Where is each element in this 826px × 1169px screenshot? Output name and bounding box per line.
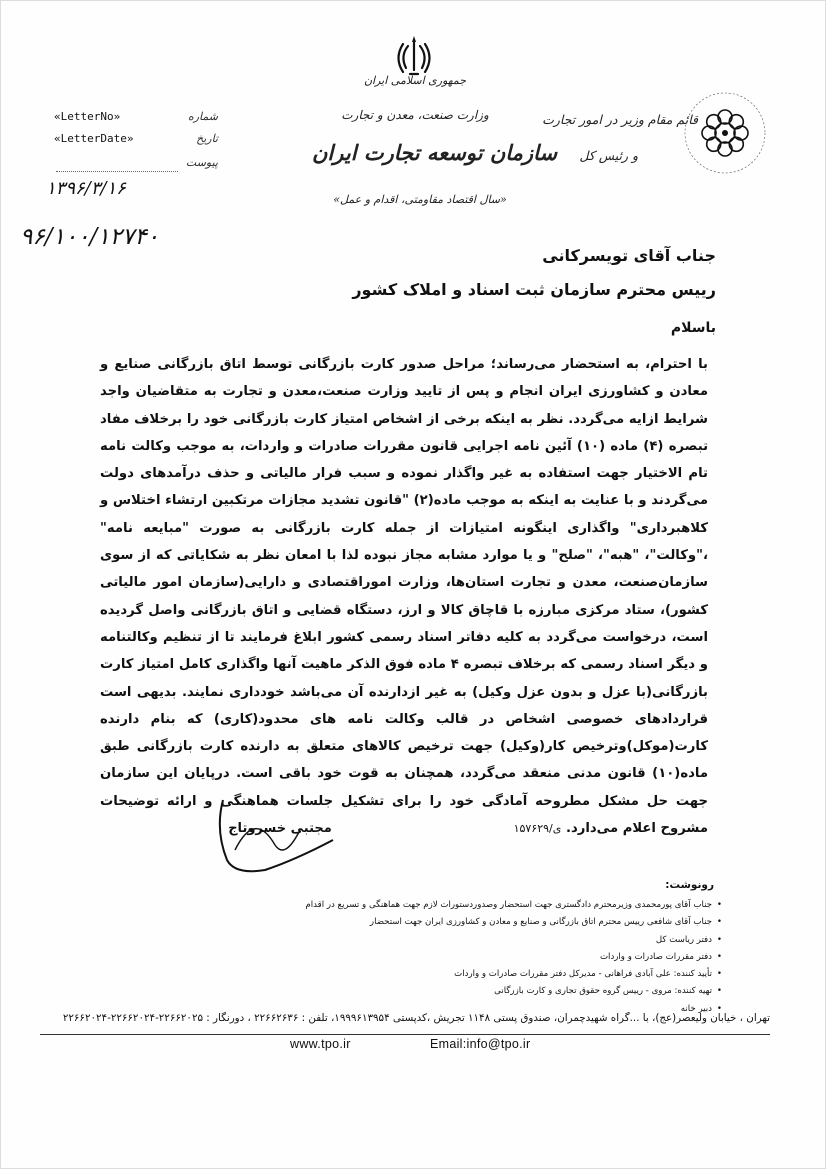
organization-name: سازمان توسعه تجارت ایران bbox=[312, 140, 558, 165]
signer-name: مجتبی خسروتاج bbox=[228, 821, 332, 836]
handwritten-date: ۱۳۹۶/۳/۱۶ bbox=[46, 178, 126, 199]
recipient-title: رییس محترم سازمان ثبت اسناد و املاک کشور bbox=[352, 280, 716, 299]
letter-number-row bbox=[48, 110, 218, 128]
letter-number-value: «LetterNo» bbox=[54, 110, 121, 123]
letter-date-label: تاریخ bbox=[196, 132, 218, 145]
attachment-label: پیوست bbox=[185, 156, 218, 169]
year-motto: «سال اقتصاد مقاومتی، اقدام و عمل» bbox=[333, 193, 507, 206]
letter-date-row bbox=[48, 132, 218, 150]
footer-email: Email:info@tpo.ir bbox=[430, 1037, 531, 1051]
letter-date-value: «LetterDate» bbox=[54, 132, 134, 145]
cc-item: • دفتر مقررات صادرات و واردات bbox=[202, 949, 722, 966]
handwritten-number: ۹۶/۱۰۰/۱۲۷۴۰ bbox=[20, 224, 160, 250]
head-title: و رئیس کل bbox=[579, 148, 638, 163]
body-serial: ی/۱۵۷۶۲۹ bbox=[513, 822, 562, 836]
deputy-title: قائم مقام وزیر در امور تجارت bbox=[542, 112, 698, 127]
cc-list bbox=[202, 897, 722, 1018]
body-paragraph: با احترام، به استحضار می‌رساند؛ مراحل صدور کارت بازرگانی توسط اتاق بازرگانی صنایع و معادن و کشاورزی ایران انجام و پس از تایید وزارت صنعت،معدن و تجارت به متقاضیان واجد شرایط ازایه می‌گردد. نظر به اینکه برخی از اشخاص امتیاز کارت بازرگانی خود را برخلاف مفاد تبصره (۴) ماده (۱۰) آئین نامه اجرایی قانون مقررات صادرات و واردات، به موجب وکالت نامه تام الاختیار جهت استفاده به غیر واگذار نموده و سبب فرار مالیاتی و حذف درآمدهای دولت می‌گردند و با عنایت به اینکه به موجب ماده(۲) "قانون تشدید مجازات مرتکبین ارتشاء اختلاس و کلاهبرداری" واگذاری اینگونه امتیازات از جمله کارت بازرگانی به صورت "مبایعه نامه" ،"وکالت"، "هبه"، "صلح" و یا موارد مشابه مجاز نبوده لذا با امعان نظر به شکایاتی که از سوی سازمان‌صنعت، معدن و تجارت استان‌ها، وزارت اموراقتصادی و دارایی(سازمان امور مالیاتی کشور)، ستاد مرکزی مبارزه با قاچاق کالا و ارز، دستگاه قضایی و اتاق بازرگانی واصل گردیده است، درخواست می‌گردد به کلیه دفاتر اسناد رسمی کشور ابلاغ فرمایند تا از تنظیم وکالتنامه و دیگر اسناد رسمی که برخلاف تبصره ۴ ماده فوق الذکر ماهیت آنها واگذاری کامل امتیاز کارت بازرگانی(با عزل و بدون عزل وکیل) به غیر ازدارنده آن می‌باشد خودداری نمایند. بدیهی است قرارداد‌های خصوصی اشخاص در قالب وکالت نامه های محدود(کاری) که بنام دارنده کارت(موکل)وترخیص کار(وکیل) جهت ترخیص کالاهای متعلق به دارنده کارت بازرگانی طبق ماده(۱۰) قانون مدنی منعقد می‌گردد، همچنان به قوت خود باقی است. درپایان این سازمان جهت حل مشکل مطروحه آمادگی خود را برای تشکیل جلسات هماهنگی و ارائه توضیحات مشروح اعلام می‌دارد. bbox=[100, 357, 709, 837]
greeting: باسلام bbox=[670, 320, 716, 336]
letter-body bbox=[100, 351, 708, 842]
footer-divider bbox=[40, 1034, 770, 1035]
attachment-dotted-line bbox=[56, 171, 178, 172]
cc-item: • جناب آقای پورمحمدی وزیرمحترم دادگستری جهت استحضار وصدوردستورات لازم جهت هماهنگی و تسریع در اقدام bbox=[202, 897, 722, 914]
footer-address: تهران ، خیابان ولیعصر(عج)، ب‍ا ...گراه شهیدچمران، صندوق پستی ۱۱۴۸ تجریش ،کدپستی ۱۹۹۹۶۱۳۹۵۴، تلفن : ۲۲۶۶۲۶۳۶ ، دورنگار : ۲۲۶۶۲۰۲۵-۲۲۶۶۲۰۲۴-۲۲۶۶۲۰۲۴ bbox=[62, 1012, 770, 1024]
cc-item: • تهیه کننده: مروی - رییس گروه حقوق تجاری و کارت بازرگانی bbox=[202, 983, 722, 1000]
footer-website: www.tpo.ir bbox=[290, 1037, 351, 1051]
cc-title: رونوشت: bbox=[665, 879, 714, 891]
tpo-logo-icon bbox=[680, 88, 770, 178]
cc-item: • تأیید کننده: علی آبادی فراهانی - مدیرکل دفتر مقررات صادرات و واردات bbox=[202, 966, 722, 983]
recipient-name: جناب آقای تویسرکانی bbox=[542, 246, 716, 265]
letter-number-label: شماره bbox=[187, 110, 218, 123]
cc-item: • دبیر خانه bbox=[202, 1001, 722, 1018]
republic-title: جمهوری اسلامی ایران bbox=[363, 74, 467, 87]
ministry-title: وزارت صنعت، معدن و تجارت bbox=[341, 108, 489, 122]
cc-item: • دفتر ریاست کل bbox=[202, 932, 722, 949]
cc-item: • جناب آقای شافعی رییس محترم اتاق بازرگانی و صنایع و معادن و کشاورزی ایران جهت استحضار bbox=[202, 914, 722, 931]
attachment-row bbox=[48, 156, 218, 174]
